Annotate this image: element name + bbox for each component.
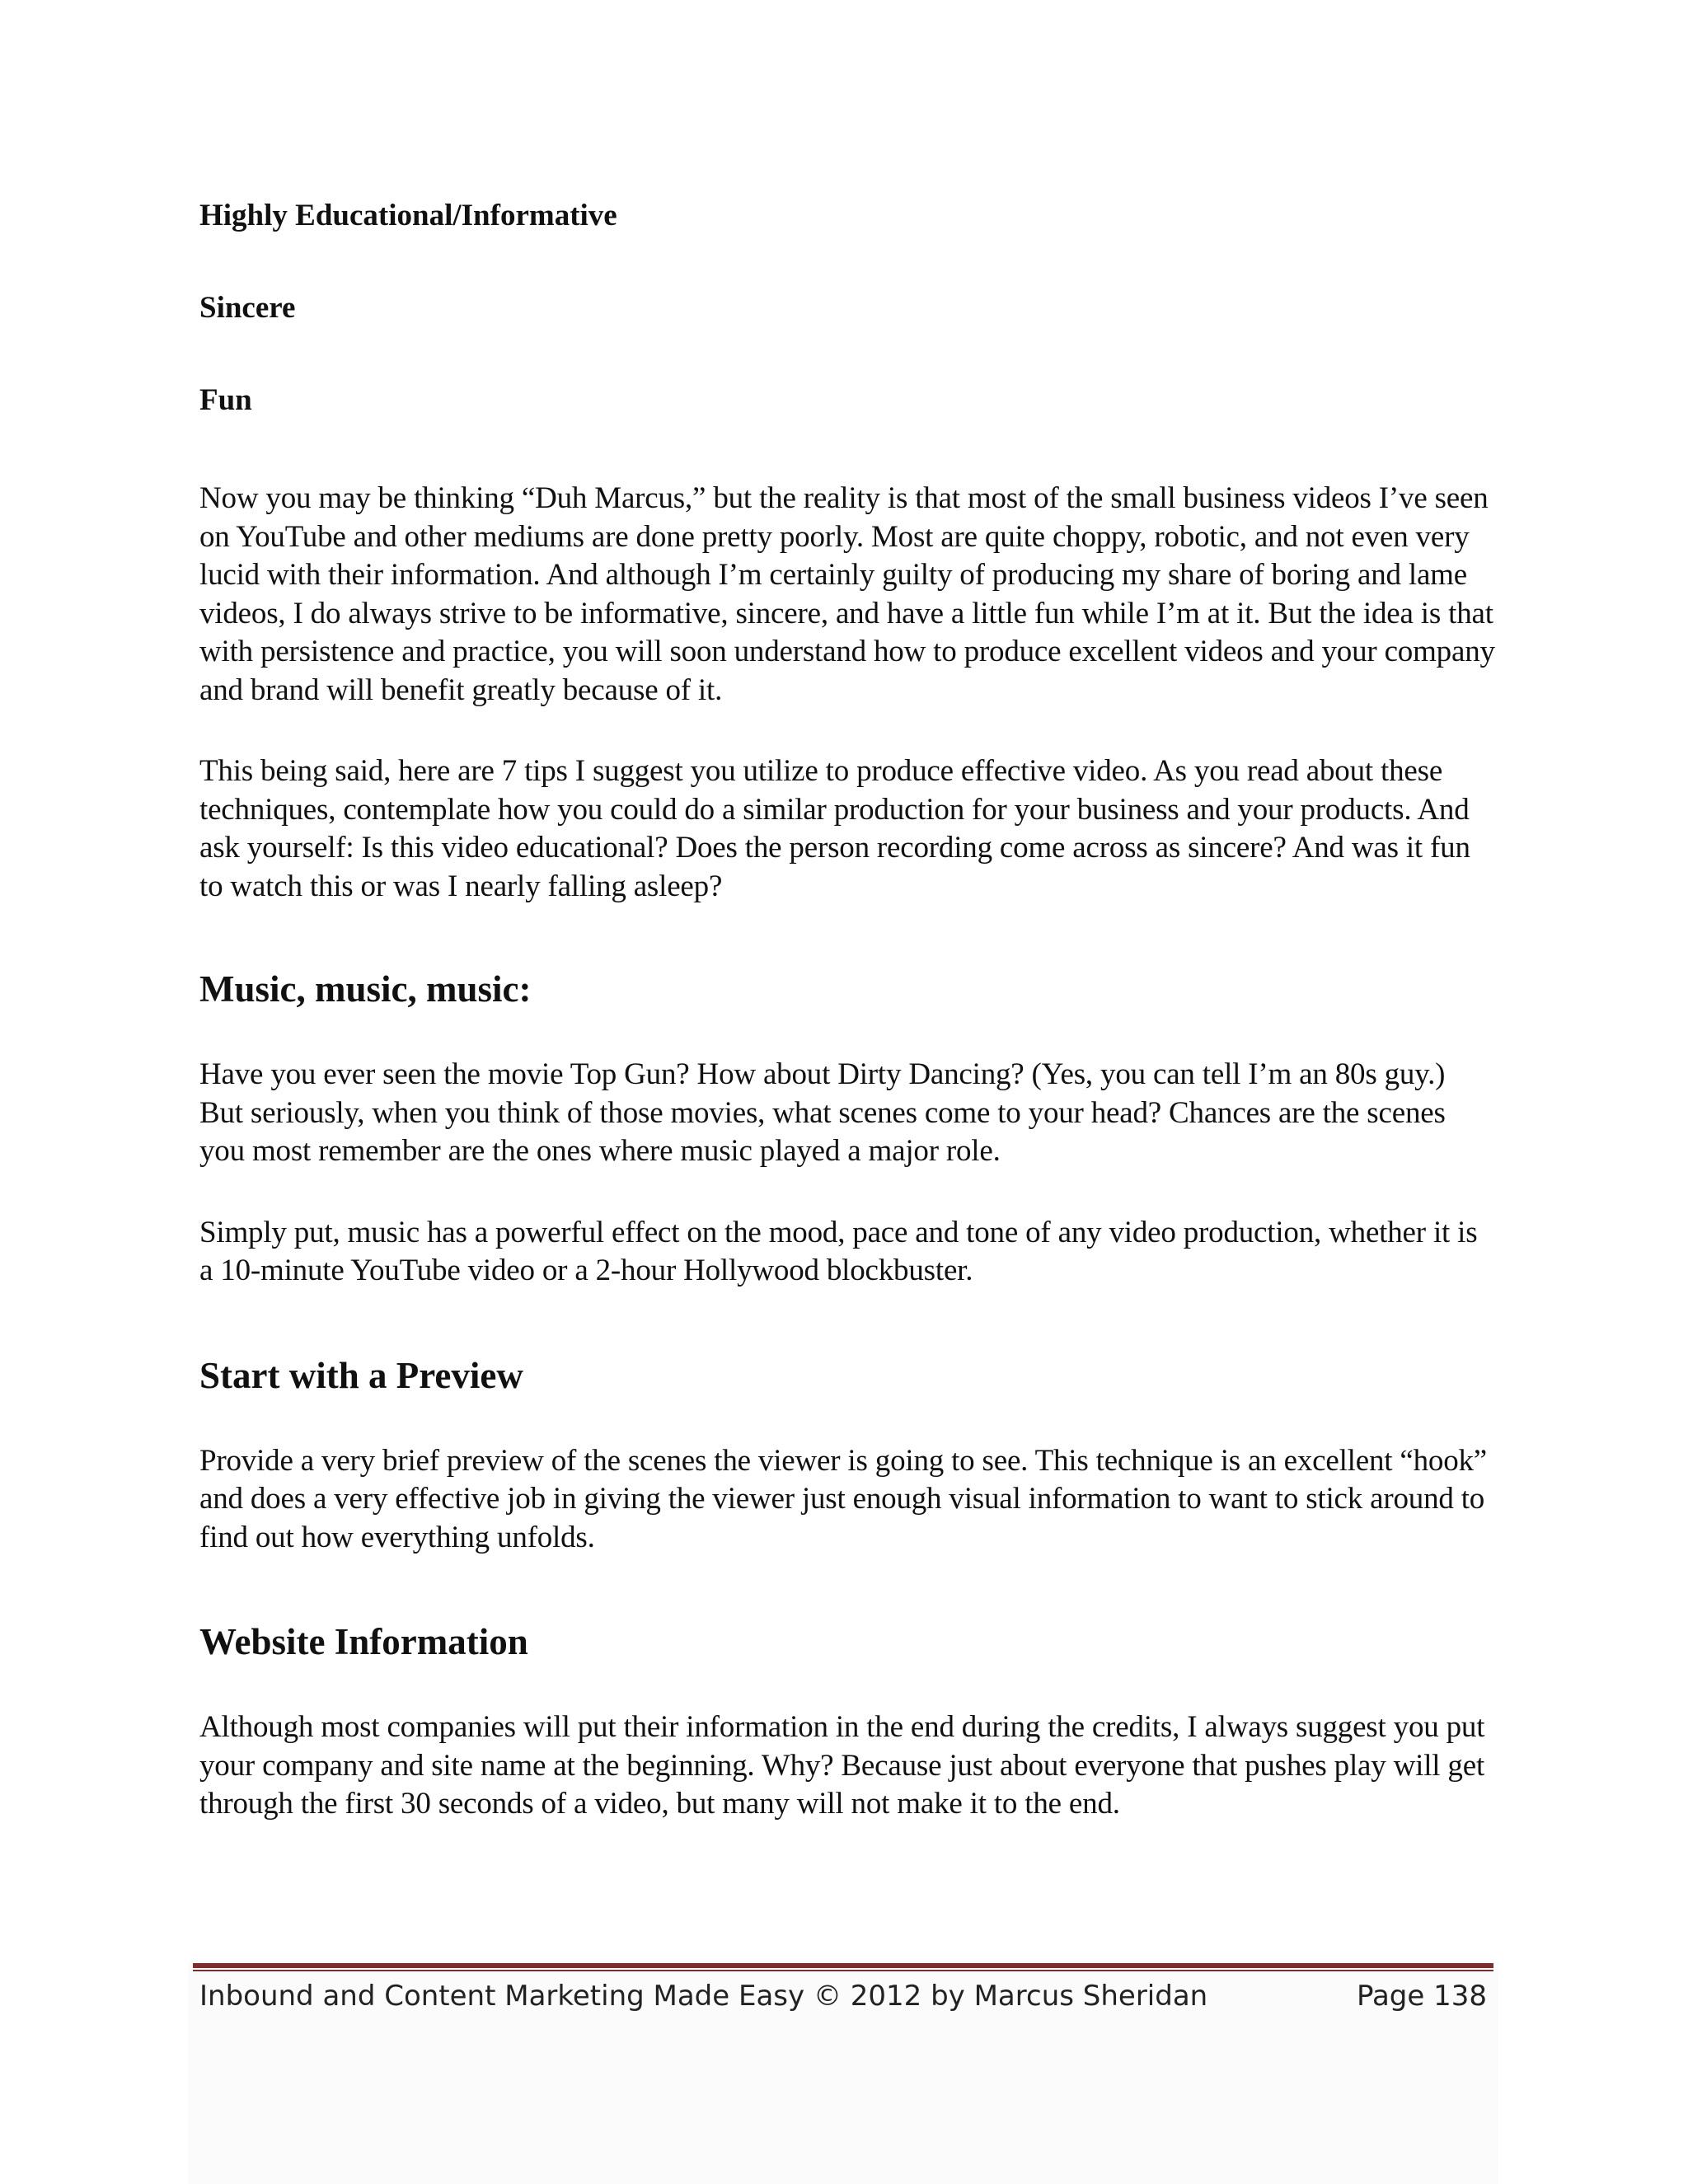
footer-divider — [193, 1963, 1493, 1971]
footer-page-number: Page 138 — [1356, 1980, 1487, 2013]
section-heading-music: Music, music, music: — [199, 968, 532, 1010]
attribute-fun: Fun — [199, 383, 252, 417]
page-content — [199, 198, 1495, 1867]
intro-paragraph: Now you may be thinking “Duh Marcus,” but the reality is that most of the small business videos I’ve seen on YouTube and other mediums are done pretty poorly. Most are quite choppy, robotic, and not even very lucid with their information. And although I’m certainly guilty of producing my share of boring and lame videos, I do always strive to be informative, sincere, and have a little fun while I’m at it. But the idea is that with persistence and practice, you will soon understand how to produce excellent videos and your company and brand will benefit greatly because of it. — [199, 481, 1495, 707]
section-paragraph: Provide a very brief preview of the scenes the viewer is going to see. This technique is an excellent “hook” and does a very effective job in giving the viewer just enough visual information to want to stick around to find out how everything unfolds. — [199, 1443, 1488, 1554]
section-paragraph: Although most companies will put their information in the end during the credits, I always suggest you put your company and site name at the beginning. Why? Because just about everyone that pushes play will get through the first 30 seconds of a video, but many will not make it to the end. — [199, 1710, 1485, 1821]
page-footer — [199, 1978, 1487, 2014]
attribute-educational: Highly Educational/Informative — [199, 199, 617, 232]
section-paragraph: Have you ever seen the movie Top Gun? How about Dirty Dancing? (Yes, you can tell I’m an 80s guy.) But seriously, when you think of those movies, what scenes come to your head? Chances are the scenes you most remember are the ones where music played a major role. — [199, 1057, 1446, 1168]
section-heading-website: Website Information — [199, 1621, 528, 1662]
section-heading-preview: Start with a Preview — [199, 1354, 523, 1396]
footer-book-title: Inbound and Content Marketing Made Easy © 2012 by Marcus Sheridan — [199, 1980, 1208, 2013]
footer-divider-thick — [193, 1963, 1493, 1968]
footer-divider-thin — [193, 1970, 1493, 1971]
section-paragraph: Simply put, music has a powerful effect on the mood, pace and tone of any video production, whether it is a 10-minute YouTube video or a 2-hour Hollywood blockbuster. — [199, 1215, 1478, 1287]
attribute-sincere: Sincere — [199, 291, 296, 325]
intro-paragraph: This being said, here are 7 tips I suggest you utilize to produce effective video. As you read about these techniques, contemplate how you could do a similar production for your business and your products. And ask yourself: Is this video educational? Does the person recording come across as sincere? And was it fun to watch this or was I nearly falling asleep? — [199, 754, 1470, 903]
